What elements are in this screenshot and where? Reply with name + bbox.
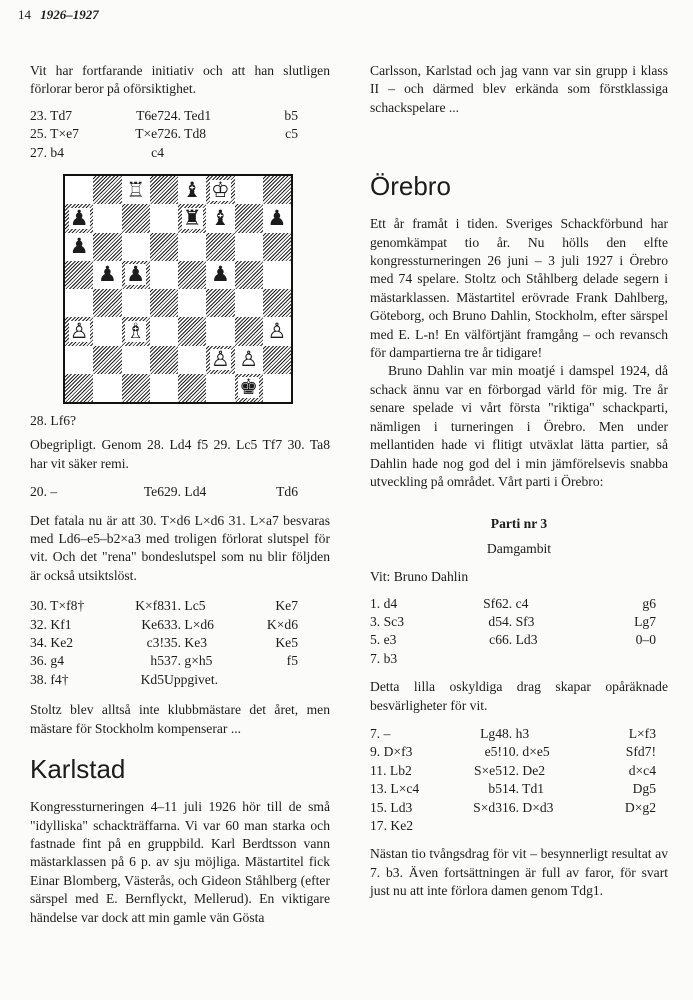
black-bishop-icon: ♝ [210,205,230,230]
board-square [206,261,234,289]
move-cell: 33. L×d6 [164,616,214,632]
board-square [150,204,178,232]
move-cell: Lg4 [480,725,502,741]
board-square [206,176,234,204]
white-pawn-icon: ♙ [239,347,259,372]
board-square [65,346,93,374]
move-cell: 17. Ke2 [370,818,414,833]
move-cell: c5 [285,126,298,142]
board-square [150,176,178,204]
page-number: 14 [18,7,31,22]
move-cell: 8. h3 [502,725,530,741]
move-cell: 30. T×f8† [30,598,85,614]
board-square [263,176,291,204]
move-cell [164,144,222,162]
board-square [65,176,93,204]
move-cell: 11. Lb2 [370,762,412,778]
move-cell: 15. Ld3 [370,799,413,815]
move-cell: K×d6 [266,616,298,632]
right-paragraph-2: Ett år framåt i tiden. Sveriges Schackförbund har genomkämpat tio år. Nu hölls den elfte kongressturneringen 26 juni – 3 juli 1927 i Örebro med 74 spelare. Stoltz och Ståhlberg delade segern i mästarklassen. Mästartitel erövrade Frank Dahlberg, Göteborg, och Bruno Dahlin, Stockholm, efter särspel med E. L-n! En välförtjänt framgång – och revansch för dampartierna tre år tidigare! [370,216,668,361]
game-white-player: Vit: Bruno Dahlin [370,569,469,585]
board-square [263,289,291,317]
board-square [150,317,178,345]
right-paragraph-1: Carlsson, Karlstad och jag vann var sin grupp i klass II – och därmed blev erkända som förstklassiga schackspelare ... [370,63,668,115]
board-square [65,374,93,402]
move-cell: 7. – [370,725,391,741]
board-square [93,317,121,345]
black-pawn-icon: ♟ [126,262,146,287]
move-cell [502,817,564,835]
move-cell: 32. Kf1 [30,616,72,632]
black-king-icon: ♚ [239,375,259,400]
board-square [263,204,291,232]
chess-diagram [63,174,293,404]
board-square [178,346,206,374]
board-square [235,233,263,261]
black-pawn-icon: ♟ [69,205,89,230]
board-square [122,346,150,374]
right-paragraph-3: Bruno Dahlin var min moatjé i damspel 1924, då schack ännu var en förborgad värld för mig. Tre år senare spelade vi vårt första "riktiga" schackparti, nämligen i turneringen i Örebro. Men under mellantiden hade vi flitigt utväxlat lätta partier, så Dahlin hade nog god del i min jämförelsevis snabba utveckling på området. Vårt parti i Örebro: [370,363,668,489]
board-square [65,289,93,317]
move-cell: e5! [484,744,502,760]
move-cell: Sfd7! [625,744,656,760]
right-moves-1 [370,595,668,669]
board-square [263,233,291,261]
board-square [150,346,178,374]
left-moves-3 [30,597,330,689]
move-cell: 23. Td7 [30,107,73,123]
move-cell: 1. d4 [370,595,398,611]
board-square [150,374,178,402]
move-cell: K×f8 [135,598,164,614]
left-paragraph-5: Stoltz blev alltså inte klubbmästare det året, men mästare för Stockholm kompenserar ... [30,702,330,736]
board-square [93,233,121,261]
move-cell: Uppgivet. [164,671,218,687]
move-cell: d×c4 [628,762,656,778]
move-cell: g6 [642,595,656,611]
board-square [206,317,234,345]
white-bishop-icon: ♗ [126,318,146,343]
left-column-bottom [30,412,330,937]
white-pawn-icon: ♙ [210,347,230,372]
board-square [206,233,234,261]
board-square [263,261,291,289]
board-square [93,176,121,204]
move-cell: c3! [146,635,164,651]
game-opening: Damgambit [486,540,552,556]
board-square [235,374,263,402]
board-square [206,204,234,232]
board-square [178,261,206,289]
board-square [235,176,263,204]
board-square [263,317,291,345]
board-square [206,289,234,317]
move-cell: 13. L×c4 [370,781,420,797]
black-bishop-icon: ♝ [182,177,202,202]
move-cell: 31. Lc5 [164,598,206,614]
game-title: Parti nr 3 [490,516,548,532]
section-heading-karlstad: Karlstad [30,754,126,785]
move-cell: T×e7 [135,126,164,142]
move-cell: 27. b4 [30,144,64,160]
move-cell: f5 [286,653,298,669]
move-cell: 34. Ke2 [30,635,74,651]
move-cell: 0–0 [635,632,656,648]
section-heading-orebro: Örebro [370,171,451,202]
board-square [206,346,234,374]
move-cell: Dg5 [632,781,656,797]
move-cell: Ke6 [141,616,164,632]
board-square [235,204,263,232]
right-paragraph-5: Nästan tio tvångsdrag för vit – besynnerligt resultat av 7. b3. Även fortsättningen är full av faror, för svart just nu att inte förlora damen genom Tdg1. [370,846,668,899]
board-square [122,204,150,232]
left-paragraph-6: Kongressturneringen 4–11 juli 1926 hör till de små "idylliska" schackträffarna. Vi var 60 man starka och fastnade fint på en gruppbild. Karl Berdtsson vann mästarklassen på 6 p. av sju möjliga. Mästartitel fick Einar Blomberg, Västerås, och Gideon Ståhlberg (efter särspel med E. Bernflyckt, Mellerud). En viktigare händelse var dock att min gamle vän Gösta [30,799,330,925]
move-cell: 7. b3 [370,650,398,666]
move-cell [502,650,564,668]
white-king-icon: ♔ [210,177,230,202]
board-square [93,346,121,374]
move-cell: Lg7 [634,613,656,629]
move-cell [564,817,656,835]
move-cell: h5 [150,653,164,669]
move-cell: S×e5 [473,762,502,778]
move-cell: c6 [489,632,502,648]
move-cell: T6e7 [136,107,164,123]
move-cell: 24. Ted1 [164,107,212,123]
right-paragraph-4: Detta lilla oskyldiga drag skapar opåräknade besvärligheter för vit. [370,679,668,713]
board-square [178,233,206,261]
move-cell: 2. c4 [502,595,529,611]
black-pawn-icon: ♟ [210,262,230,287]
move-cell: Sf6 [483,595,502,611]
board-square [263,346,291,374]
board-square [65,204,93,232]
board-square [206,374,234,402]
left-paragraph-3: Obegripligt. Genom 28. Ld4 f5 29. Lc5 Tf7 30. Ta8 har vit säker remi. [30,437,330,471]
board-square [65,317,93,345]
move-cell: c4 [151,144,164,160]
move-cell: 10. d×e5 [502,744,550,760]
left-move-28: 28. Lf6? [30,413,77,428]
board-square [150,261,178,289]
move-cell: 26. Td8 [164,126,207,142]
left-paragraph-4: Det fatala nu är att 30. T×d6 L×d6 31. L×a7 besvaras med Ld6–e5–b2×a3 med troligen förlorat slutspel för vit. Och det "rena" bondeslutspel som nu blir följden är också utsiktslöst. [30,512,330,583]
left-moves-2 [30,483,330,501]
black-pawn-icon: ♟ [97,262,117,287]
move-cell: Kd5 [140,671,164,687]
move-cell: S×d3 [473,799,502,815]
move-cell [222,671,298,689]
board-square [235,289,263,317]
move-cell: Td6 [276,484,298,500]
board-square [65,261,93,289]
board-square [178,374,206,402]
move-cell: 20. – [30,484,58,500]
move-cell: 12. De2 [502,762,546,778]
left-moves-1 [30,107,330,162]
white-pawn-icon: ♙ [267,318,287,343]
right-moves-2 [370,725,668,835]
move-cell: 5. e3 [370,632,397,648]
move-cell: L×f3 [628,725,656,741]
board-square [235,317,263,345]
right-column [370,62,668,911]
move-cell: 36. g4 [30,653,64,669]
left-column-top [30,62,330,162]
black-pawn-icon: ♟ [267,205,287,230]
move-cell: b5 [284,107,298,123]
move-cell: D×g2 [624,799,656,815]
move-cell: 16. D×d3 [502,799,554,815]
move-cell: 29. Ld4 [164,484,207,500]
page-header [18,6,99,24]
board-square [122,176,150,204]
move-cell: 35. Ke3 [164,635,208,651]
white-pawn-icon: ♙ [69,318,89,343]
black-pawn-icon: ♟ [69,234,89,259]
board-square [93,261,121,289]
board-square [178,289,206,317]
board-square [122,289,150,317]
board-square [235,261,263,289]
board-square [178,176,206,204]
running-title: 1926–1927 [40,7,99,22]
board-square [93,289,121,317]
board-square [178,204,206,232]
board-square [122,261,150,289]
board-square [178,317,206,345]
move-cell: 37. g×h5 [164,653,213,669]
move-cell: Te6 [143,484,164,500]
board-square [150,233,178,261]
board-square [93,204,121,232]
board-square [122,317,150,345]
move-cell [564,650,656,668]
board-square [263,374,291,402]
move-cell [430,817,502,835]
move-cell [222,144,298,162]
move-cell: 25. T×e7 [30,126,79,142]
move-cell: 3. Sc3 [370,613,404,629]
move-cell: b5 [488,781,502,797]
move-cell: 38. f4† [30,671,69,687]
move-cell: d5 [488,613,502,629]
move-cell: 14. Td1 [502,781,545,797]
white-rook-icon: ♖ [126,177,146,202]
black-rook-icon: ♜ [182,205,202,230]
move-cell: 6. Ld3 [502,632,538,648]
board-square [93,374,121,402]
board-square [150,289,178,317]
move-cell: 9. D×f3 [370,744,413,760]
board-square [122,374,150,402]
left-paragraph-1: Vit har fortfarande initiativ och att han slutligen förlorar beror på oförsiktighet. [30,63,330,97]
move-cell: 4. Sf3 [502,613,535,629]
move-cell [430,650,502,668]
board-square [65,233,93,261]
move-cell: Ke5 [275,635,298,651]
board-square [235,346,263,374]
move-cell: Ke7 [275,598,298,614]
board-square [122,233,150,261]
